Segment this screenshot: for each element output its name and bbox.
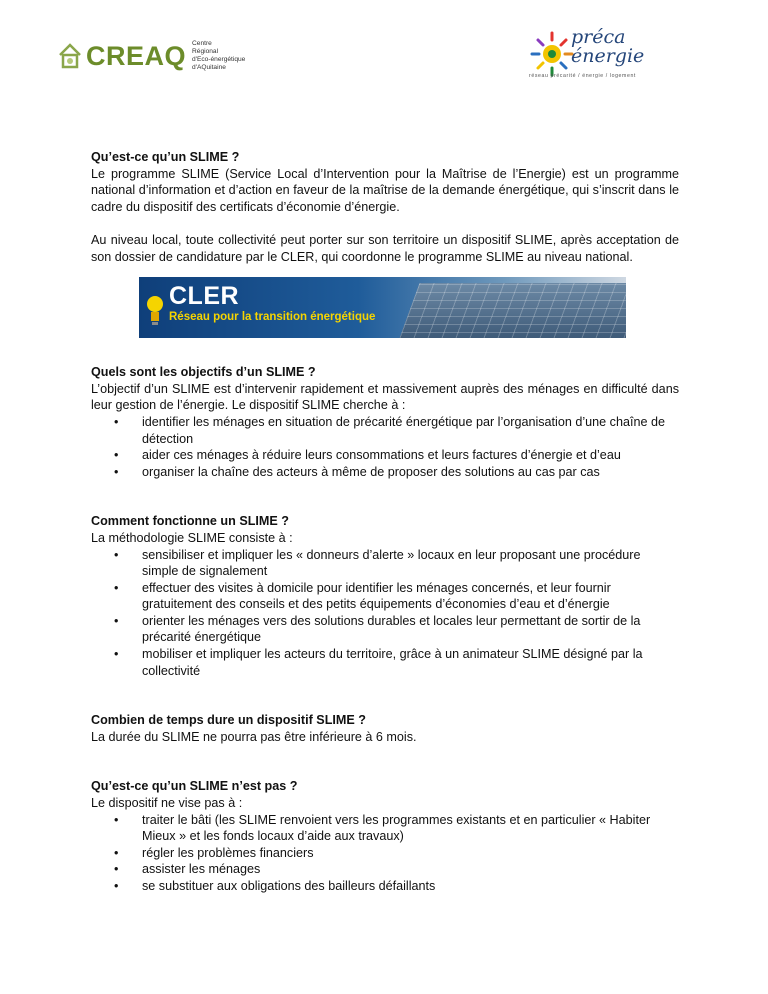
house-leaf-icon [58,41,82,71]
section-heading: Qu’est-ce qu’un SLIME ? [91,150,240,164]
paragraph: Au niveau local, toute collectivité peut porter sur son territoire un dispositif SLIME, après acceptation de son dossier de candidature par le CLER, qui coordonne le programme SLIME au niveau national. [91,232,679,264]
banner-title: CLER [169,282,240,310]
document-body [91,149,679,895]
list-item: • régler les problèmes financiers [109,845,661,862]
creaq-wordmark: CREAQ [86,40,187,71]
paragraph: La durée du SLIME ne pourra pas être inférieure à 6 mois. [91,729,417,744]
bullet-list [91,812,661,895]
section-heading: Combien de temps dure un dispositif SLIME ? [91,713,366,728]
creaq-logo [58,40,245,72]
list-item: • organiser la chaîne des acteurs à même de proposer des solutions au cas par cas [109,464,679,481]
paragraph: Le programme SLIME (Service Local d’Intervention pour la Maîtrise de l’Energie) est un programme national d’information et d’action en faveur de la maîtrise de la demande énergétique, qui s’inscrit dans le cadre du dispositif des certificats d’économie d’énergie. [91,166,679,214]
list-item: • se substituer aux obligations des bailleurs défaillants [109,878,661,895]
bullet-list [91,414,679,480]
banner-subtitle: Réseau pour la transition énergétique [169,311,376,323]
list-item: • assister les ménages [109,861,661,878]
sun-people-icon [530,30,574,78]
list-item: • orienter les ménages vers des solutions durables et locales leur permettant de sortir de la précarité énergétique [109,613,661,646]
list-item: • traiter le bâti (les SLIME renvoient vers les programmes existants et en particulier « Habiter Mieux » et les fonds locaux d’aide aux travaux) [109,812,661,845]
list-item: • identifier les ménages en situation de précarité énergétique par l’organisation d’une chaîne de détection [109,414,679,447]
list-item: • sensibiliser et impliquer les « donneurs d’alerte » locaux en leur proposant une procédure simple de signalement [109,547,661,580]
section-heading: Quels sont les objectifs d’un SLIME ? [91,365,316,380]
list-item: • aider ces ménages à réduire leurs consommations et leurs factures d’énergie et d’eau [109,447,679,464]
paragraph: L’objectif d’un SLIME est d’intervenir rapidement et massivement auprès des ménages en difficulté dans leur gestion de l’énergie. Le dispositif SLIME cherche à : [91,381,679,413]
creaq-tagline: Centre Régional d'Eco-énergétique d'AQuitaine [192,40,246,71]
paragraph: La méthodologie SLIME consiste à : [91,530,293,545]
section-heading: Comment fonctionne un SLIME ? [91,514,289,529]
paragraph: Le dispositif ne vise pas à : [91,796,243,811]
preca-wordmark: préca énergie [571,26,645,67]
list-item: • mobiliser et impliquer les acteurs du territoire, grâce à un animateur SLIME désigné par la collectivité [109,646,661,679]
bullet-list [91,547,661,680]
preca-subtitle: réseau précarité / énergie / logement [529,73,636,79]
section-heading: Qu’est-ce qu’un SLIME n’est pas ? [91,779,298,794]
list-item: • effectuer des visites à domicile pour identifier les ménages concernés, et leur fournir gratuitement des conseils et des petits équipements d’économies d’eau et d’énergie [109,580,661,613]
